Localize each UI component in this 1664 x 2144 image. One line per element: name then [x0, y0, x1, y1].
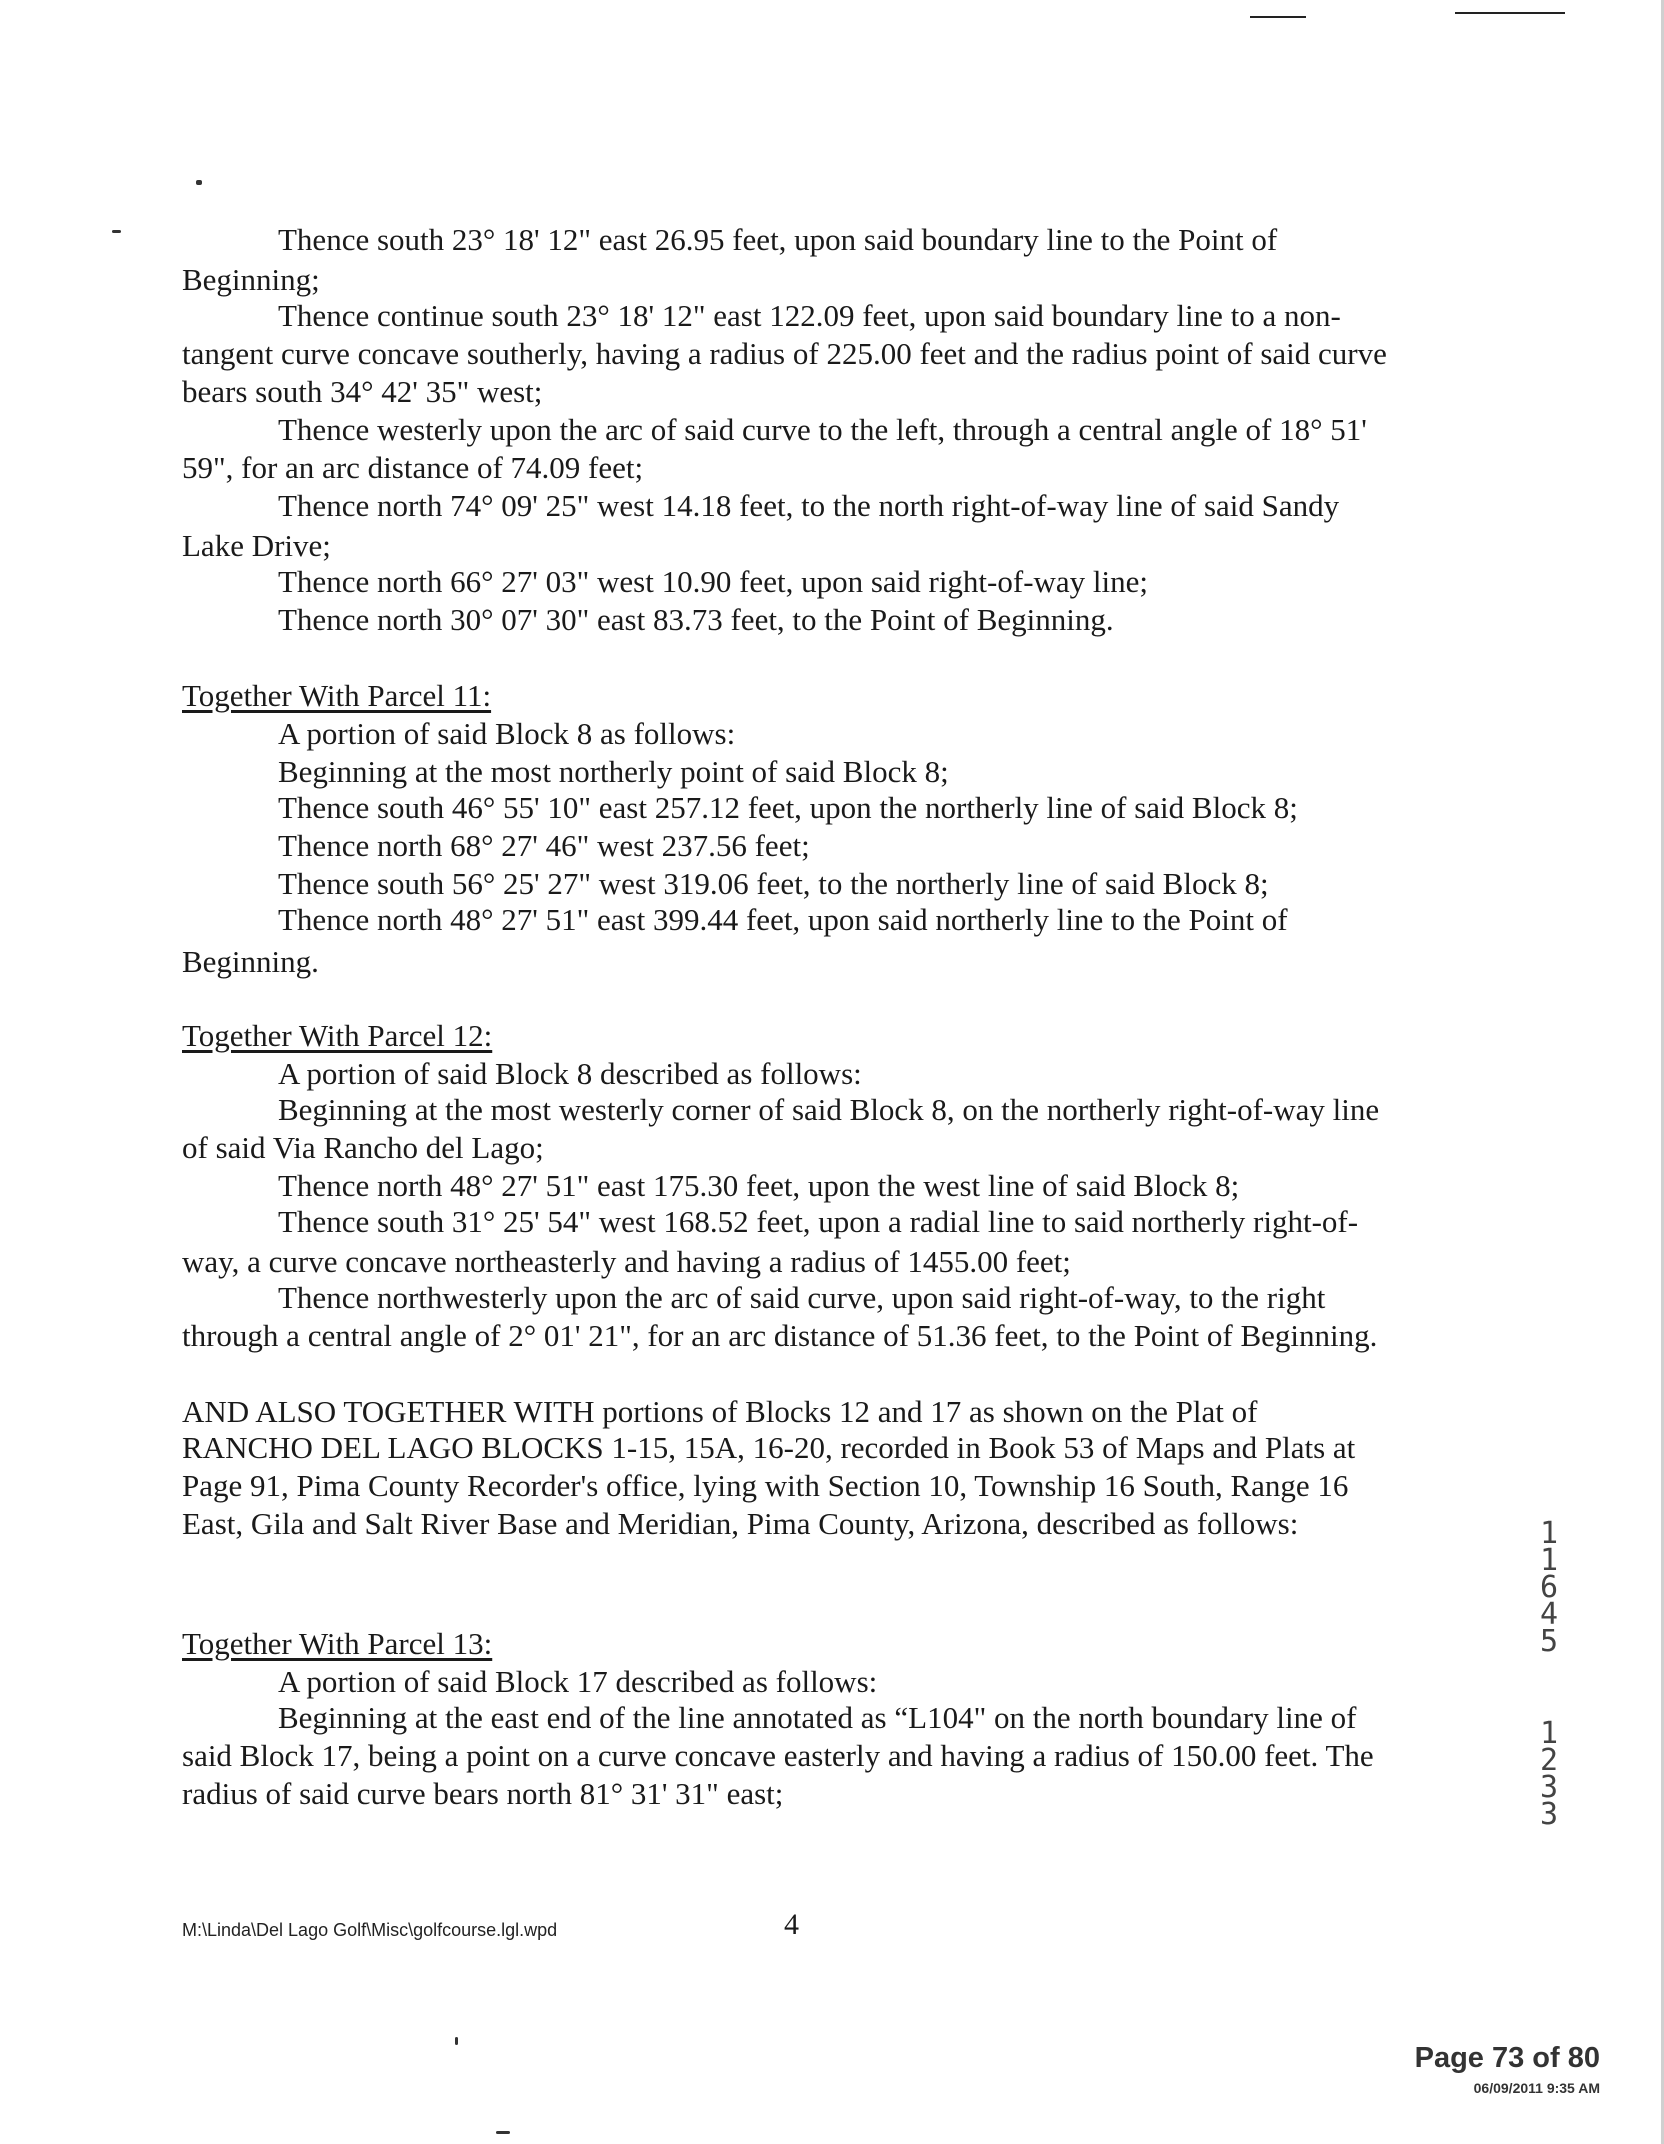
side-digit: 2	[1539, 1743, 1559, 1778]
scan-speck	[196, 180, 202, 185]
body-line: Thence northwesterly upon the arc of said curve, upon said right-of-way, to the right	[278, 1280, 1326, 1315]
body-line: Lake Drive;	[182, 528, 331, 563]
body-line: through a central angle of 2° 01' 21", for an arc distance of 51.36 feet, to the Point of Beginning.	[182, 1318, 1378, 1353]
body-line: way, a curve concave northeasterly and having a radius of 1455.00 feet;	[182, 1244, 1071, 1279]
body-line: Beginning at the most westerly corner of said Block 8, on the northerly right-of-way line	[278, 1092, 1380, 1127]
body-line: AND ALSO TOGETHER WITH portions of Blocks 12 and 17 as shown on the Plat of	[182, 1394, 1258, 1429]
body-line: A portion of said Block 8 as follows:	[278, 716, 736, 751]
body-line: A portion of said Block 8 described as follows:	[278, 1056, 862, 1091]
side-digit: 6	[1539, 1570, 1559, 1605]
body-line: Thence south 31° 25' 54" west 168.52 feet, upon a radial line to said northerly right-of-	[278, 1204, 1359, 1239]
side-recording-number-bottom	[1536, 1716, 1562, 1832]
body-line: Beginning.	[182, 944, 319, 979]
body-line: Thence south 56° 25' 27" west 319.06 feet, to the northerly line of said Block 8;	[278, 866, 1269, 901]
side-digit: 1	[1539, 1716, 1559, 1751]
side-digit: 4	[1539, 1597, 1559, 1632]
body-line: Beginning at the most northerly point of said Block 8;	[278, 754, 949, 789]
body-line: Beginning at the east end of the line annotated as “L104" on the north boundary line of	[278, 1700, 1357, 1735]
body-line: Beginning;	[182, 262, 320, 297]
body-line: of said Via Rancho del Lago;	[182, 1130, 544, 1165]
footer-file-path: M:\Linda\Del Lago Golf\Misc\golfcourse.lgl.wpd	[182, 1920, 558, 1940]
body-line: A portion of said Block 17 described as follows:	[278, 1664, 878, 1699]
body-line: tangent curve concave southerly, having a radius of 225.00 feet and the radius point of said curve	[182, 336, 1387, 371]
side-digit: 1	[1539, 1543, 1559, 1578]
page-number: 4	[784, 1908, 799, 1941]
side-digit: 5	[1539, 1624, 1559, 1659]
body-line: Thence westerly upon the arc of said curve to the left, through a central angle of 18° 51'	[278, 412, 1367, 447]
top-rule-left	[1250, 16, 1306, 18]
scan-speck	[455, 2037, 458, 2045]
body-line: radius of said curve bears north 81° 31' 31" east;	[182, 1776, 784, 1811]
body-line: 59", for an arc distance of 74.09 feet;	[182, 450, 644, 485]
body-line: Thence south 23° 18' 12" east 26.95 feet, upon said boundary line to the Point of	[278, 222, 1278, 257]
body-line: Thence north 30° 07' 30" east 83.73 feet, to the Point of Beginning.	[278, 602, 1114, 637]
recorder-date-stamp: 06/09/2011 9:35 AM	[1473, 2080, 1600, 2096]
parcel-11-heading: Together With Parcel 11:	[182, 678, 492, 713]
scan-speck	[496, 2131, 510, 2134]
body-line: Thence continue south 23° 18' 12" east 122.09 feet, upon said boundary line to a non-	[278, 298, 1341, 333]
side-digit: 3	[1539, 1770, 1559, 1805]
scan-speck	[112, 230, 121, 233]
body-line: Thence south 46° 55' 10" east 257.12 feet, upon the northerly line of said Block 8;	[278, 790, 1298, 825]
body-line: Thence north 48° 27' 51" east 175.30 feet, upon the west line of said Block 8;	[278, 1168, 1240, 1203]
top-rule-right	[1455, 12, 1565, 14]
parcel-12-heading: Together With Parcel 12:	[182, 1018, 493, 1053]
body-line: Page 91, Pima County Recorder's office, lying with Section 10, Township 16 South, Range 16	[182, 1468, 1349, 1503]
body-line: Thence north 48° 27' 51" east 399.44 feet, upon said northerly line to the Point of	[278, 902, 1288, 937]
body-line: East, Gila and Salt River Base and Meridian, Pima County, Arizona, described as follows:	[182, 1506, 1299, 1541]
body-line: Thence north 68° 27' 46" west 237.56 feet;	[278, 828, 810, 863]
side-recording-number-top	[1536, 1516, 1562, 1659]
recorder-page-stamp: Page 73 of 80	[1414, 2042, 1600, 2074]
body-line: RANCHO DEL LAGO BLOCKS 1-15, 15A, 16-20, recorded in Book 53 of Maps and Plats at	[182, 1430, 1356, 1465]
body-line: Thence north 74° 09' 25" west 14.18 feet, to the north right-of-way line of said Sandy	[278, 488, 1340, 523]
side-digit: 1	[1539, 1516, 1559, 1551]
body-line: Thence north 66° 27' 03" west 10.90 feet, upon said right-of-way line;	[278, 564, 1149, 599]
body-line: bears south 34° 42' 35" west;	[182, 374, 543, 409]
body-line: said Block 17, being a point on a curve concave easterly and having a radius of 150.00 feet. The	[182, 1738, 1374, 1773]
parcel-13-heading: Together With Parcel 13:	[182, 1626, 493, 1661]
side-digit: 3	[1539, 1797, 1559, 1832]
